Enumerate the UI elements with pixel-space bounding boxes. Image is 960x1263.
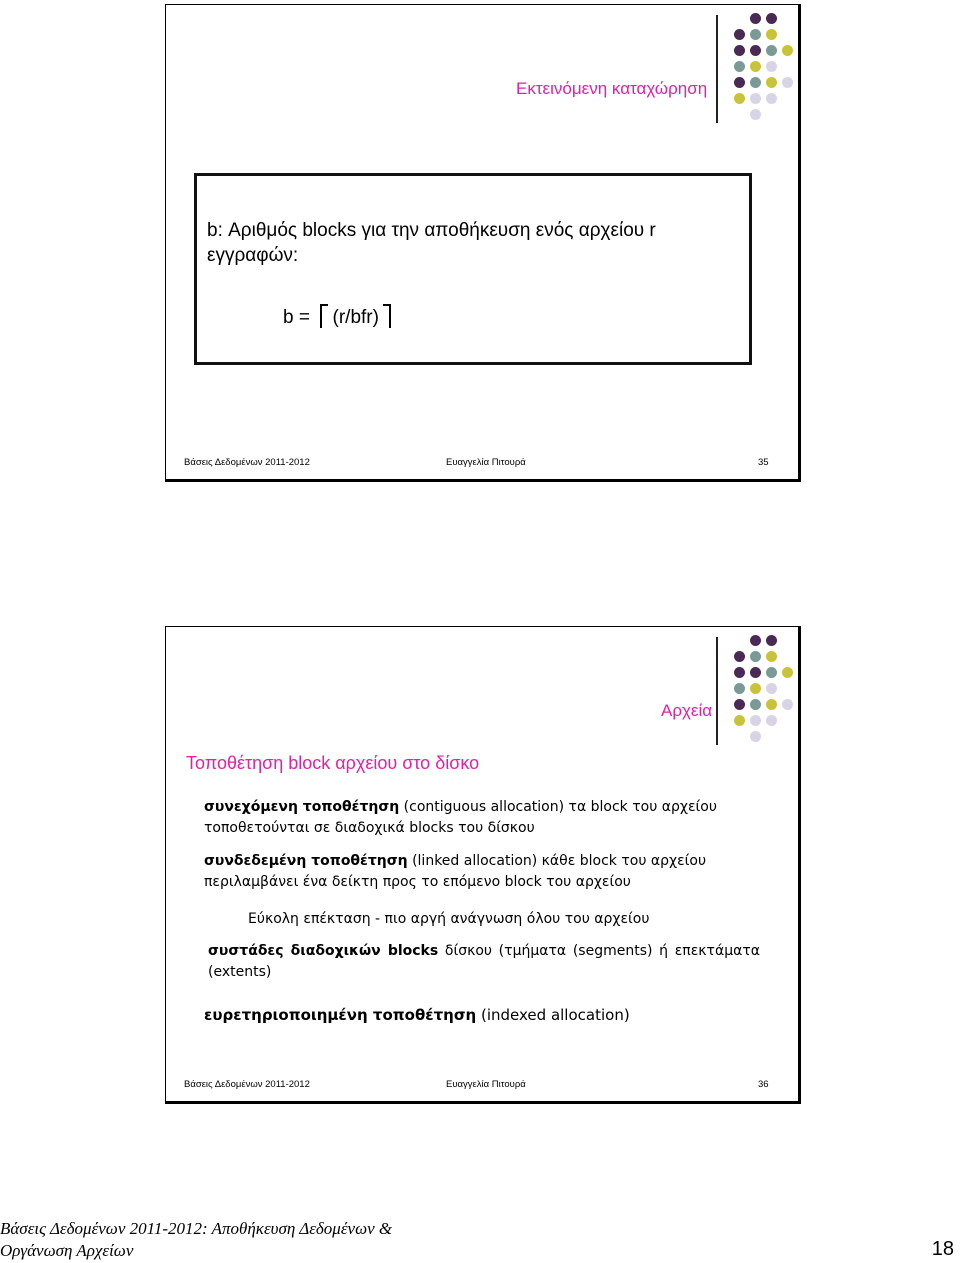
decorative-dot [750, 93, 761, 104]
decorative-dot [750, 109, 761, 120]
slide-35 [165, 4, 801, 482]
decorative-dot [766, 45, 777, 56]
decorative-dot [766, 13, 777, 24]
page-footer-line1: Βάσεις Δεδομένων 2011-2012: Αποθήκευση Δεδομένων & [0, 1219, 393, 1238]
decorative-dot [750, 731, 761, 742]
title-divider [716, 15, 718, 123]
decorative-dot [750, 651, 761, 662]
decorative-dot [766, 683, 777, 694]
decorative-dot [766, 715, 777, 726]
decorative-dot [750, 667, 761, 678]
footer-page: 36 [758, 1079, 769, 1090]
decorative-dot [766, 93, 777, 104]
desc-indexed: (indexed allocation) [476, 1006, 630, 1024]
decorative-dot [734, 683, 745, 694]
decorative-dot [766, 651, 777, 662]
formula [283, 304, 396, 329]
decorative-dot [734, 61, 745, 72]
decorative-dot [734, 45, 745, 56]
decorative-dot [734, 93, 745, 104]
formula-expression: (r/bfr) [332, 307, 379, 328]
decorative-dot [782, 667, 793, 678]
decorative-dot [782, 45, 793, 56]
decorative-dot [750, 13, 761, 24]
footer-course: Βάσεις Δεδομένων 2011-2012 [184, 457, 310, 468]
decorative-dot [750, 77, 761, 88]
decorative-dot [750, 635, 761, 646]
paragraph-linked [204, 851, 776, 893]
term-contiguous: συνεχόμενη τοποθέτηση [204, 799, 400, 815]
ceiling-left-bracket [315, 304, 327, 328]
ceiling-right-bracket [384, 304, 396, 328]
decorative-dot [766, 29, 777, 40]
decorative-dot [734, 651, 745, 662]
slide-36 [165, 626, 801, 1104]
decorative-dot [750, 715, 761, 726]
decorative-dot [734, 667, 745, 678]
paragraph-contiguous [204, 797, 774, 839]
decorative-dot [734, 715, 745, 726]
decorative-dot [750, 45, 761, 56]
decorative-dot [766, 61, 777, 72]
decorative-dot [734, 29, 745, 40]
desc-clusters: δίσκου (τμήματα (segments) ή επεκτάματα (extents) [208, 943, 760, 980]
term-clusters: συστάδες διαδοχικών blocks [208, 943, 439, 959]
paragraph-clusters [208, 941, 760, 983]
footer-page: 35 [758, 457, 769, 468]
desc-linked: (linked allocation) κάθε block του αρχείου περιλαμβάνει ένα δείκτη προς το επόμενο block του αρχείου [204, 853, 707, 890]
decorative-dot [750, 29, 761, 40]
decorative-dot [766, 77, 777, 88]
decorative-dot [766, 667, 777, 678]
slide-title: Εκτεινόμενη καταχώρηση [516, 79, 708, 98]
footer-course: Βάσεις Δεδομένων 2011-2012 [184, 1079, 310, 1090]
decorative-dot [766, 635, 777, 646]
footer-author: Ευαγγελία Πιτουρά [446, 1079, 526, 1090]
page-number: 18 [931, 1238, 954, 1260]
desc-contiguous: (contiguous allocation) τα block του αρχείου τοποθετούνται σε διαδοχικά blocks του δίσκου [204, 799, 717, 836]
definition-box [194, 173, 752, 365]
decorative-dot [750, 61, 761, 72]
decorative-dot [750, 699, 761, 710]
formula-lhs: b = [283, 307, 310, 328]
page-footer-line2: Οργάνωση Αρχείων [0, 1241, 134, 1260]
decorative-dot [782, 699, 793, 710]
footer-author: Ευαγγελία Πιτουρά [446, 457, 526, 468]
slide-title: Αρχεία [661, 701, 713, 720]
title-divider [716, 637, 718, 745]
term-linked: συνδεδεμένη τοποθέτηση [204, 853, 408, 869]
decorative-dot [734, 77, 745, 88]
paragraph-indexed [204, 1005, 774, 1026]
decorative-dot [734, 699, 745, 710]
section-heading: Τοποθέτηση block αρχείου στο δίσκο [186, 753, 480, 773]
decorative-dot [782, 77, 793, 88]
paragraph-linked-note: Εύκολη επέκταση - πιο αργή ανάγνωση όλου του αρχείου [248, 911, 650, 927]
term-indexed: ευρετηριοποιημένη τοποθέτηση [204, 1006, 477, 1024]
decorative-dot [750, 683, 761, 694]
decorative-dot [766, 699, 777, 710]
page-footer [0, 1218, 392, 1262]
definition-text: b: Αριθμός blocks για την αποθήκευση ενός αρχείου r εγγραφών: [207, 220, 656, 266]
